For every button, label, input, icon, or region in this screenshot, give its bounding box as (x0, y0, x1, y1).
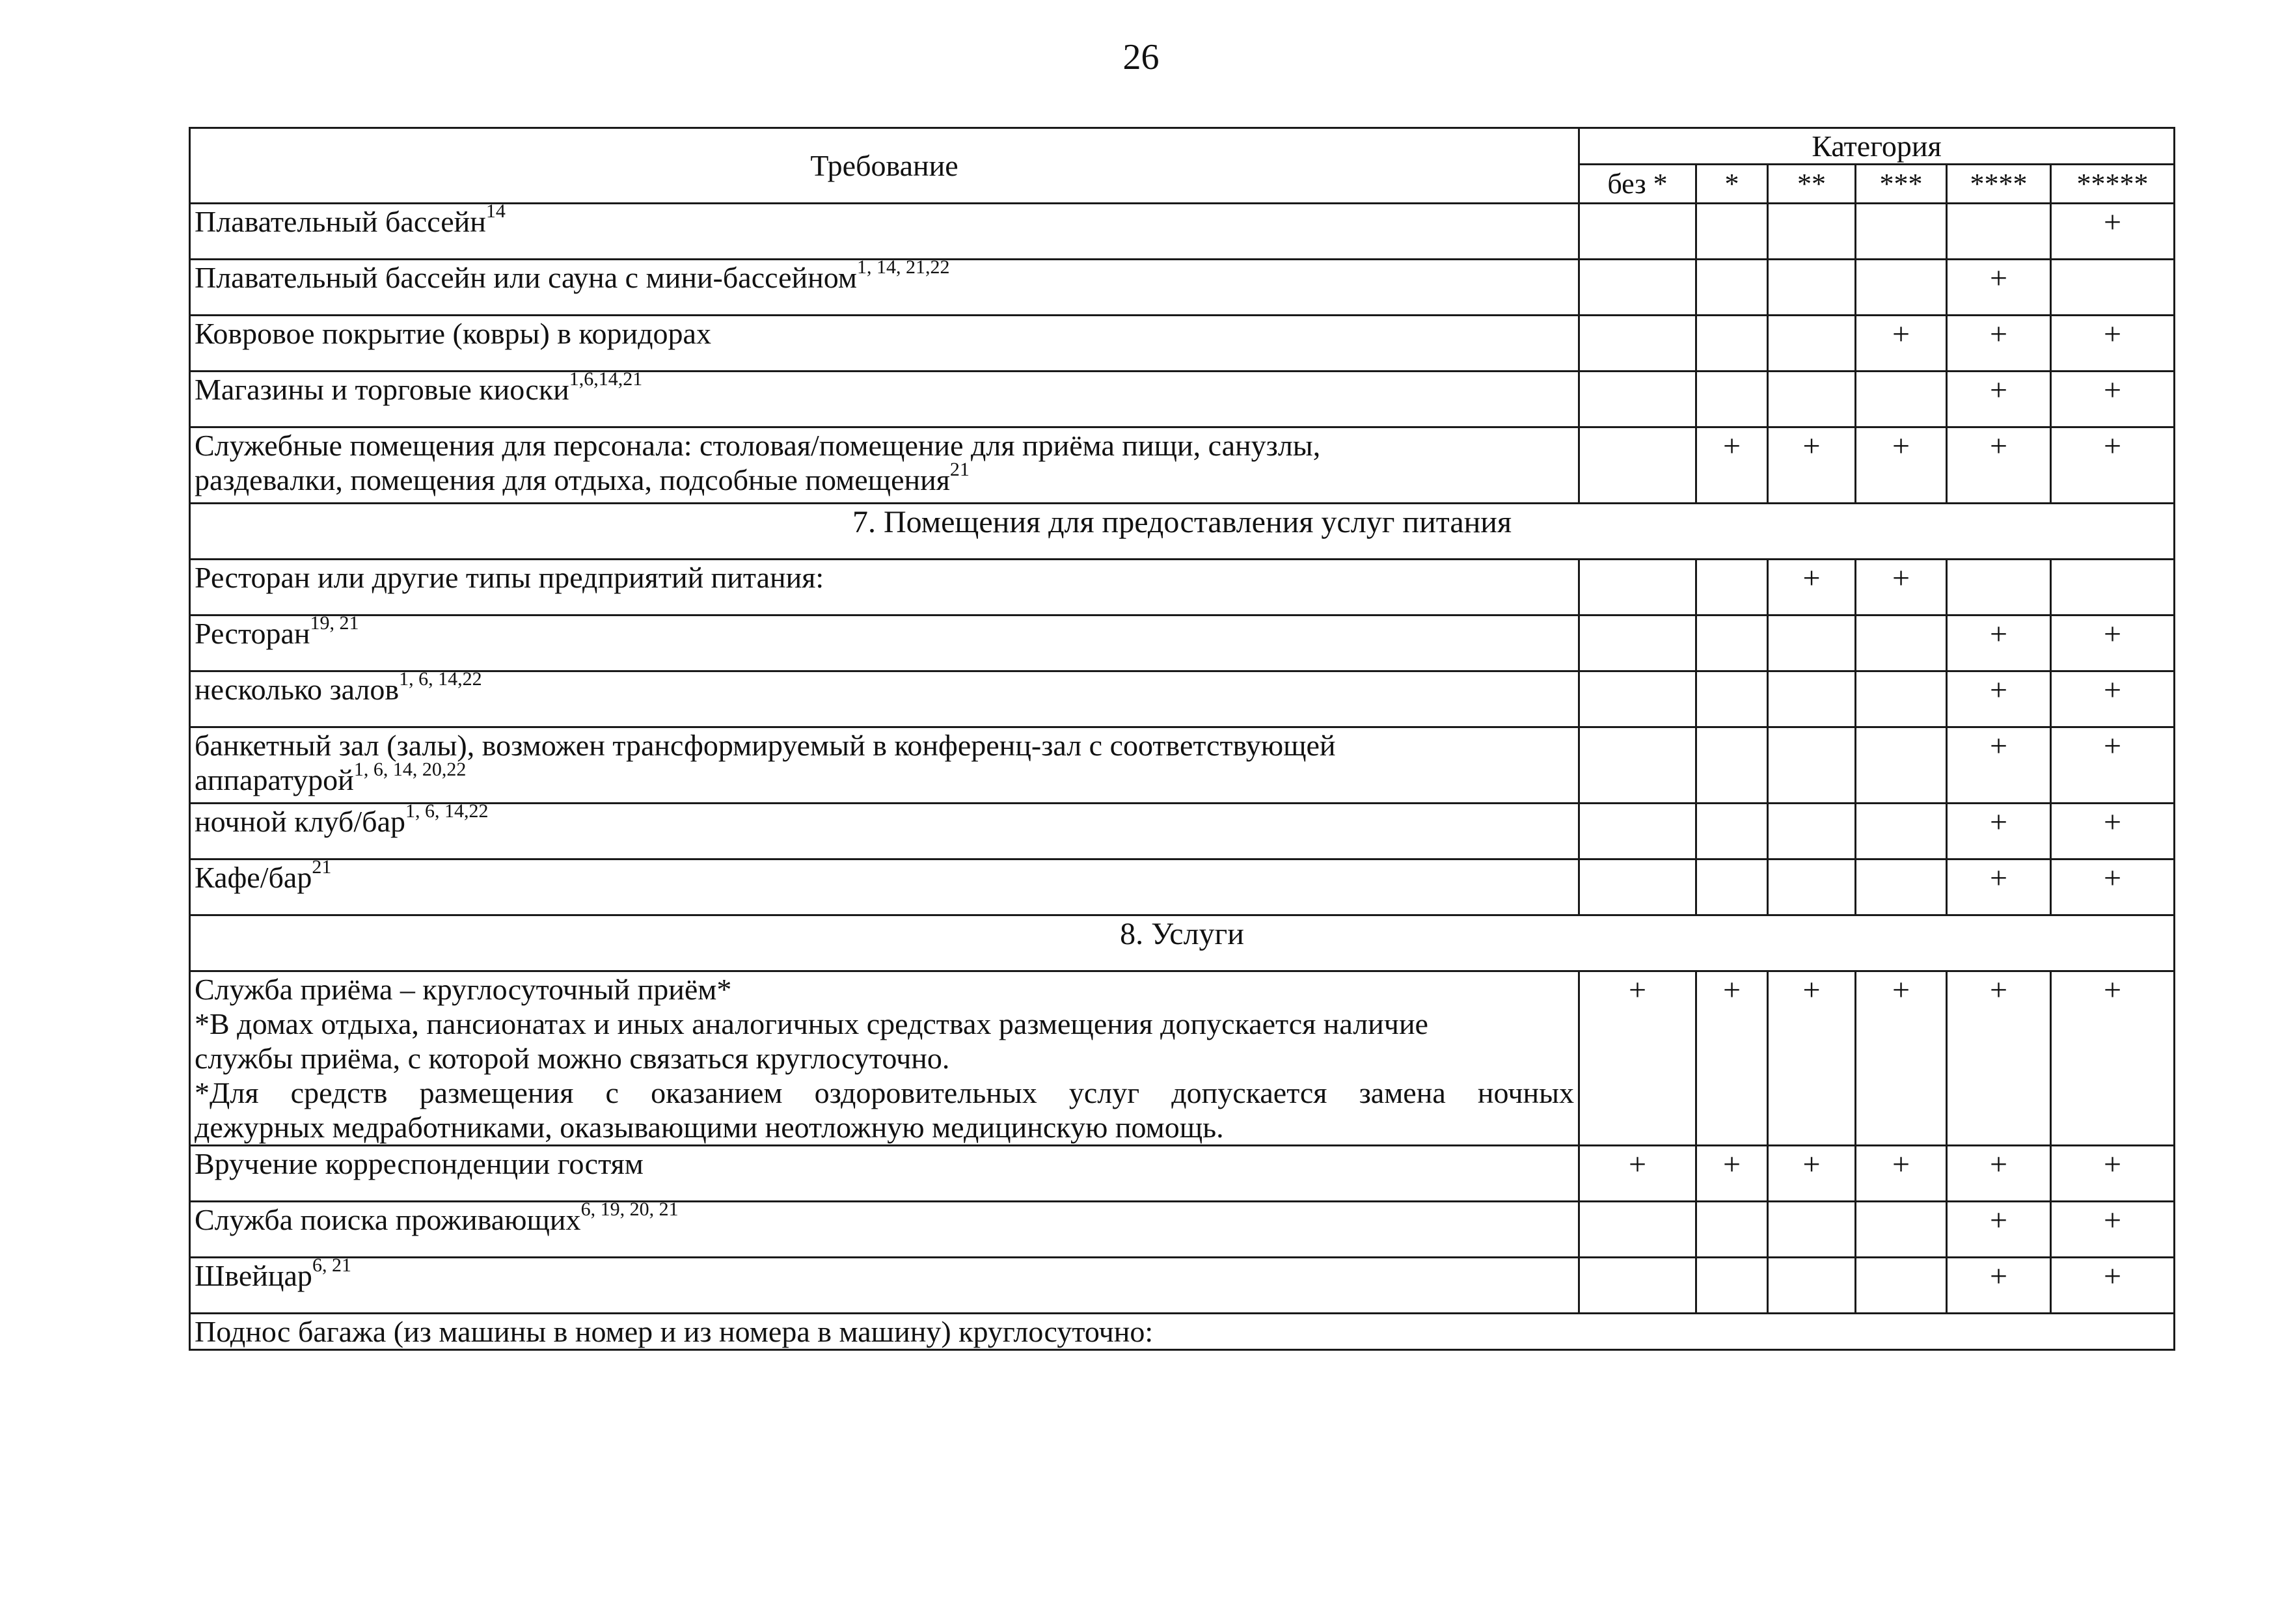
category-col: *** (1856, 165, 1947, 204)
section-row (190, 915, 2175, 971)
mark-cell: + (1947, 804, 2051, 859)
table-row (190, 616, 2175, 671)
table-row (190, 560, 2175, 616)
mark-cell: + (2051, 372, 2175, 427)
mark-cell (1696, 1258, 1768, 1314)
mark-cell: + (1856, 427, 1947, 504)
requirement-cell: ночной клуб/бар$^{1, 6, 14,22}$ (190, 804, 1579, 859)
mark-cell: + (2051, 204, 2175, 260)
mark-cell: + (1579, 971, 1696, 1146)
requirement-cell: Швейцар$^{6, 21}$ (190, 1258, 1579, 1314)
requirement-cell: Поднос багажа (из машины в номер и из номера в машину) круглосуточно: (190, 1314, 2175, 1350)
mark-cell (1696, 859, 1768, 915)
mark-cell (1856, 1258, 1947, 1314)
table-row (190, 372, 2175, 427)
mark-cell: + (1856, 971, 1947, 1146)
mark-cell: + (2051, 804, 2175, 859)
mark-cell: + (2051, 1146, 2175, 1202)
mark-cell (1579, 204, 1696, 260)
mark-cell (1579, 804, 1696, 859)
mark-cell: + (1856, 560, 1947, 616)
mark-cell (1768, 260, 1856, 316)
mark-cell: + (1856, 316, 1947, 372)
mark-cell: + (1856, 1146, 1947, 1202)
table-row (190, 1146, 2175, 1202)
requirement-cell: банкетный зал (залы), возможен трансформируемый в конференц-зал с соответствующей аппаратурой$^{1, 6, 14, 20,22}$ (190, 727, 1579, 804)
mark-cell (1856, 804, 1947, 859)
mark-cell (1856, 616, 1947, 671)
table-row (190, 316, 2175, 372)
mark-cell: + (1947, 372, 2051, 427)
table-row (190, 859, 2175, 915)
mark-cell (1579, 560, 1696, 616)
mark-cell (1768, 616, 1856, 671)
mark-cell (1696, 260, 1768, 316)
mark-cell (1579, 1258, 1696, 1314)
mark-cell: + (1768, 971, 1856, 1146)
mark-cell (1768, 316, 1856, 372)
section-row (190, 504, 2175, 560)
mark-cell: + (1696, 427, 1768, 504)
mark-cell (1579, 260, 1696, 316)
requirement-cell: Ковровое покрытие (ковры) в коридорах (190, 316, 1579, 372)
mark-cell (2051, 560, 2175, 616)
category-col: * (1696, 165, 1768, 204)
category-col: **** (1947, 165, 2051, 204)
mark-cell (1696, 616, 1768, 671)
mark-cell: + (2051, 427, 2175, 504)
requirements-table (189, 127, 2175, 1351)
table-row (190, 1314, 2175, 1350)
mark-cell (1579, 859, 1696, 915)
mark-cell: + (1947, 971, 2051, 1146)
page-number: 26 (1122, 37, 1160, 77)
mark-cell (1768, 727, 1856, 804)
mark-cell: + (1696, 971, 1768, 1146)
mark-cell (1856, 727, 1947, 804)
requirement-cell: Плавательный бассейн$^{14}$ (190, 204, 1579, 260)
mark-cell: + (1947, 727, 2051, 804)
mark-cell: + (1947, 671, 2051, 727)
mark-cell (1856, 671, 1947, 727)
mark-cell (1579, 727, 1696, 804)
mark-cell (1579, 316, 1696, 372)
requirement-cell: Служба поиска проживающих$^{6, 19, 20, 21}$ (190, 1202, 1579, 1258)
table-row (190, 804, 2175, 859)
mark-cell: + (1947, 260, 2051, 316)
mark-cell (1696, 1202, 1768, 1258)
mark-cell (1696, 671, 1768, 727)
mark-cell: + (1947, 1202, 2051, 1258)
mark-cell: + (2051, 316, 2175, 372)
category-col: без * (1579, 165, 1696, 204)
requirement-header: Требование (190, 128, 1579, 204)
mark-cell (1768, 804, 1856, 859)
mark-cell (1696, 560, 1768, 616)
mark-cell: + (1947, 616, 2051, 671)
mark-cell: + (1947, 316, 2051, 372)
mark-cell (1856, 859, 1947, 915)
category-col: ***** (2051, 165, 2175, 204)
requirement-cell: Кафе/бар$^{21}$ (190, 859, 1579, 915)
requirement-cell: Магазины и торговые киоски$^{1,6,14,21}$ (190, 372, 1579, 427)
requirement-cell: Плавательный бассейн или сауна с мини-бассейном$^{1, 14, 21,22}$ (190, 260, 1579, 316)
mark-cell: + (2051, 1202, 2175, 1258)
mark-cell (2051, 260, 2175, 316)
mark-cell (1579, 671, 1696, 727)
mark-cell (1856, 1202, 1947, 1258)
table-row (190, 671, 2175, 727)
requirement-cell: Вручение корреспонденции гостям (190, 1146, 1579, 1202)
mark-cell: + (1947, 427, 2051, 504)
mark-cell (1696, 727, 1768, 804)
section-title: 8. Услуги (190, 915, 2175, 971)
section-title: 7. Помещения для предоставления услуг питания (190, 504, 2175, 560)
mark-cell (1579, 372, 1696, 427)
mark-cell: + (2051, 671, 2175, 727)
mark-cell (1579, 427, 1696, 504)
requirement-cell: несколько залов$^{1, 6, 14,22}$ (190, 671, 1579, 727)
mark-cell (1856, 204, 1947, 260)
mark-cell (1947, 204, 2051, 260)
mark-cell: + (2051, 859, 2175, 915)
mark-cell: + (2051, 1258, 2175, 1314)
table-row (190, 260, 2175, 316)
mark-cell (1579, 616, 1696, 671)
mark-cell (1768, 1202, 1856, 1258)
mark-cell (1696, 804, 1768, 859)
mark-cell: + (2051, 971, 2175, 1146)
mark-cell (1579, 1202, 1696, 1258)
mark-cell (1856, 260, 1947, 316)
mark-cell (1768, 671, 1856, 727)
mark-cell (1768, 372, 1856, 427)
table-row (190, 427, 2175, 504)
mark-cell (1768, 204, 1856, 260)
mark-cell: + (1579, 1146, 1696, 1202)
mark-cell (1947, 560, 2051, 616)
mark-cell: + (1768, 1146, 1856, 1202)
mark-cell: + (1768, 427, 1856, 504)
requirement-cell: Ресторан$^{19, 21}$ (190, 616, 1579, 671)
mark-cell (1768, 859, 1856, 915)
mark-cell: + (1947, 1258, 2051, 1314)
mark-cell: + (1947, 859, 2051, 915)
table-row (190, 1202, 2175, 1258)
mark-cell (1856, 372, 1947, 427)
category-col: ** (1768, 165, 1856, 204)
mark-cell: + (1947, 1146, 2051, 1202)
table-row (190, 727, 2175, 804)
table-row (190, 971, 2175, 1146)
mark-cell: + (2051, 727, 2175, 804)
category-header: Категория (1579, 128, 2175, 165)
mark-cell: + (1696, 1146, 1768, 1202)
requirement-cell: Служба приёма – круглосуточный приём* *В домах отдыха, пансионатах и иных аналогичных средствах размещения допускается наличие службы приёма, с которой можно связаться круглосуточно. *Для средств размещения с оказанием оздоровительных услуг допускается замена ночных дежурных медработниками, оказывающими неотложную медицинскую помощь. (190, 971, 1579, 1146)
mark-cell: + (2051, 616, 2175, 671)
table-row (190, 204, 2175, 260)
mark-cell (1696, 204, 1768, 260)
mark-cell (1768, 1258, 1856, 1314)
requirement-cell: Ресторан или другие типы предприятий питания: (190, 560, 1579, 616)
table-row (190, 1258, 2175, 1314)
mark-cell (1696, 316, 1768, 372)
mark-cell (1696, 372, 1768, 427)
requirement-cell: Служебные помещения для персонала: столовая/помещение для приёма пищи, санузлы, раздевалки, помещения для отдыха, подсобные помещения$^{21}$ (190, 427, 1579, 504)
mark-cell: + (1768, 560, 1856, 616)
